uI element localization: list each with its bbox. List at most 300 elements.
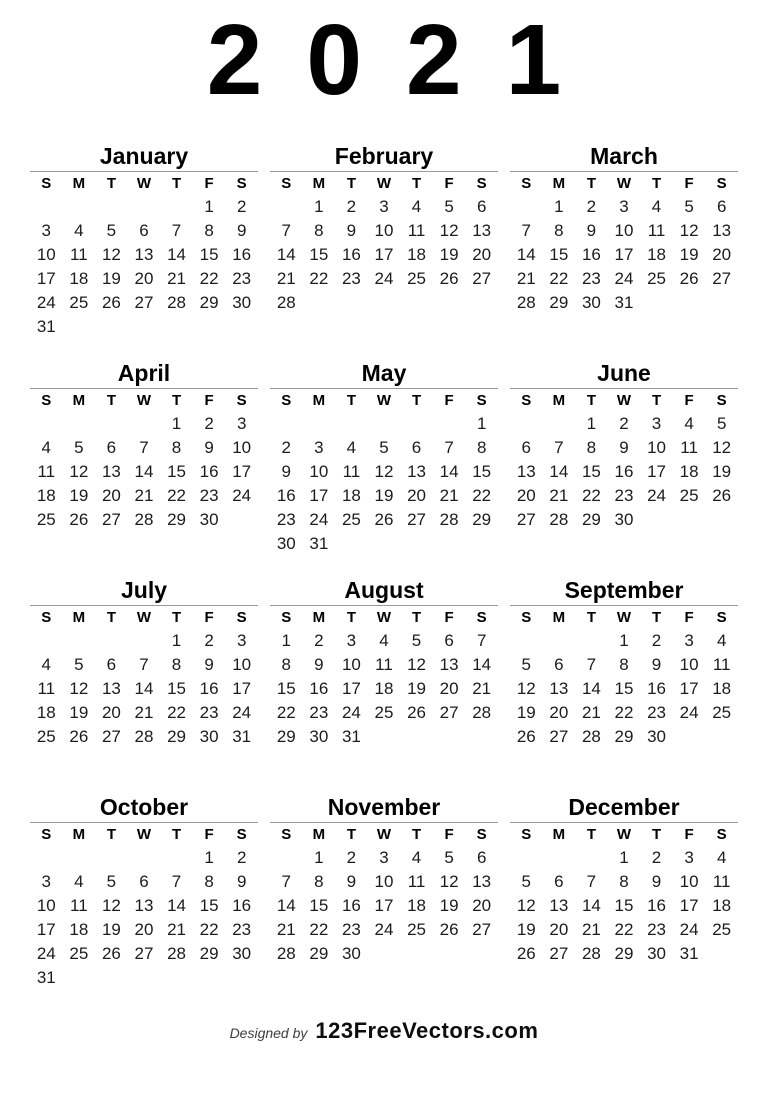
month-name: October (99, 794, 189, 820)
date-cell: 25 (374, 703, 394, 722)
empty-cell (543, 846, 576, 870)
week-row (270, 460, 498, 484)
weekday-header: S (521, 175, 532, 192)
date-cell: 15 (472, 462, 492, 481)
empty-cell (543, 412, 576, 436)
date-cell: 17 (374, 245, 394, 264)
week-row (510, 918, 738, 942)
empty-cell (400, 942, 433, 966)
week-row (510, 629, 738, 653)
empty-cell (673, 508, 706, 532)
date-cell: 19 (69, 703, 89, 722)
weekday-header: W (616, 609, 632, 626)
date-cell: 29 (199, 293, 219, 312)
month-block (30, 794, 258, 986)
date-cell: 27 (101, 727, 121, 746)
week-row (30, 725, 258, 749)
weekday-header: S (716, 175, 727, 192)
date-cell: 24 (341, 703, 361, 722)
date-cell: 22 (199, 269, 219, 288)
weekday-header: F (204, 175, 214, 192)
date-cell: 26 (69, 510, 89, 529)
date-cell: 6 (476, 197, 487, 216)
date-cell: 9 (651, 872, 662, 891)
weekday-header: F (684, 392, 694, 409)
weekday-header: T (651, 392, 662, 409)
empty-cell (465, 291, 498, 315)
weekday-header: T (586, 175, 596, 192)
date-cell: 23 (647, 703, 666, 722)
date-cell: 4 (346, 438, 357, 457)
date-cell: 26 (101, 944, 121, 963)
empty-cell (433, 412, 466, 436)
month-table (30, 823, 258, 986)
date-cell: 5 (444, 197, 454, 216)
date-cell: 5 (106, 221, 117, 240)
month-name: May (361, 360, 407, 386)
date-cell: 14 (134, 462, 154, 481)
date-cell: 23 (341, 920, 361, 939)
date-cell: 20 (439, 679, 459, 698)
week-row (270, 195, 498, 219)
date-cell: 2 (281, 438, 292, 457)
empty-cell (335, 532, 368, 552)
week-row (270, 219, 498, 243)
date-cell: 31 (614, 293, 634, 312)
date-cell: 14 (581, 679, 601, 698)
date-cell: 14 (581, 896, 601, 915)
date-cell: 13 (134, 896, 154, 915)
date-cell: 11 (37, 462, 56, 481)
empty-cell (368, 412, 401, 436)
date-cell: 25 (647, 269, 666, 288)
weekday-header: S (521, 826, 532, 843)
date-cell: 20 (134, 269, 154, 288)
empty-cell (705, 291, 738, 315)
date-cell: 29 (614, 944, 634, 963)
empty-cell (673, 291, 706, 315)
date-cell: 12 (69, 679, 89, 698)
date-cell: 22 (549, 269, 569, 288)
weekday-header: W (616, 826, 632, 843)
footer-credit (0, 1018, 768, 1044)
weekday-header-row (510, 172, 738, 195)
date-cell: 7 (171, 221, 182, 240)
weekday-header: M (72, 609, 86, 626)
weekday-header: T (346, 609, 356, 626)
date-cell: 8 (171, 438, 182, 457)
date-cell: 7 (586, 655, 597, 674)
date-cell: 24 (232, 486, 252, 505)
date-cell: 25 (407, 269, 426, 288)
month-table (510, 823, 738, 966)
month-name: September (564, 577, 684, 603)
date-cell: 4 (716, 631, 727, 650)
week-row (510, 942, 738, 966)
date-cell: 18 (69, 920, 89, 939)
date-cell: 1 (281, 631, 292, 650)
date-cell: 9 (619, 438, 629, 457)
date-cell: 13 (101, 679, 121, 698)
weekday-header: M (552, 609, 566, 626)
date-cell: 8 (204, 872, 214, 891)
weekday-header-row (30, 823, 258, 846)
date-cell: 21 (134, 486, 154, 505)
date-cell: 16 (341, 896, 361, 915)
weekday-header: M (72, 826, 86, 843)
date-cell: 18 (407, 896, 426, 915)
empty-cell (400, 532, 433, 552)
weekday-header: S (521, 392, 532, 409)
weekday-header: S (281, 826, 292, 843)
empty-cell (368, 291, 401, 315)
date-cell: 5 (716, 414, 727, 433)
date-cell: 26 (69, 727, 89, 746)
date-cell: 3 (41, 221, 52, 240)
date-cell: 25 (69, 944, 89, 963)
empty-cell (95, 315, 128, 335)
date-cell: 10 (614, 221, 634, 240)
month-block (30, 360, 258, 552)
date-cell: 8 (314, 872, 324, 891)
date-cell: 28 (167, 293, 186, 312)
date-cell: 1 (314, 848, 324, 867)
date-cell: 3 (619, 197, 629, 216)
date-cell: 15 (199, 896, 219, 915)
weekday-header: W (136, 175, 152, 192)
week-row (510, 291, 738, 315)
date-cell: 13 (516, 462, 536, 481)
date-cell: 27 (516, 510, 536, 529)
date-cell: 22 (581, 486, 601, 505)
date-cell: 8 (314, 221, 324, 240)
empty-cell (303, 412, 336, 436)
date-cell: 26 (407, 703, 426, 722)
weekday-header-row (270, 606, 498, 629)
date-cell: 14 (472, 655, 492, 674)
empty-cell (465, 725, 498, 749)
month-table (270, 172, 498, 315)
weekday-header: S (281, 392, 292, 409)
date-cell: 17 (679, 896, 699, 915)
month-table (30, 172, 258, 335)
date-cell: 12 (407, 655, 426, 674)
empty-cell (673, 725, 706, 749)
weekday-header: W (376, 175, 392, 192)
date-cell: 30 (581, 293, 601, 312)
date-cell: 3 (346, 631, 357, 650)
date-cell: 12 (374, 462, 394, 481)
date-cell: 2 (651, 848, 662, 867)
date-cell: 6 (476, 848, 487, 867)
date-cell: 12 (679, 221, 699, 240)
week-row (30, 966, 258, 986)
week-row (510, 460, 738, 484)
date-cell: 6 (444, 631, 454, 650)
date-cell: 20 (472, 896, 492, 915)
date-cell: 14 (276, 896, 296, 915)
empty-cell (510, 195, 543, 219)
date-cell: 24 (374, 920, 394, 939)
week-row (510, 677, 738, 701)
date-cell: 19 (101, 920, 121, 939)
date-cell: 11 (712, 872, 731, 891)
empty-cell (225, 966, 258, 986)
week-row (270, 532, 498, 552)
date-cell: 27 (439, 703, 459, 722)
date-cell: 19 (679, 245, 699, 264)
date-cell: 17 (309, 486, 329, 505)
date-cell: 23 (647, 920, 666, 939)
date-cell: 10 (679, 655, 699, 674)
date-cell: 25 (36, 510, 56, 529)
date-cell: 13 (134, 245, 154, 264)
date-cell: 19 (712, 462, 732, 481)
date-cell: 15 (199, 245, 219, 264)
weekday-header: S (281, 175, 292, 192)
month-block (510, 143, 738, 335)
weekday-header: T (106, 175, 116, 192)
empty-cell (510, 412, 543, 436)
week-row (30, 436, 258, 460)
date-cell: 29 (581, 510, 601, 529)
date-cell: 18 (341, 486, 361, 505)
month-name: January (99, 143, 189, 169)
date-cell: 25 (36, 727, 56, 746)
date-cell: 30 (199, 510, 219, 529)
date-cell: 26 (516, 727, 536, 746)
date-cell: 4 (379, 631, 389, 650)
date-cell: 28 (276, 944, 296, 963)
date-cell: 26 (516, 944, 536, 963)
weekday-header: T (346, 826, 356, 843)
weekday-header: F (684, 175, 694, 192)
date-cell: 11 (712, 655, 731, 674)
date-cell: 20 (516, 486, 536, 505)
date-cell: 9 (346, 872, 357, 891)
weekday-header: T (651, 826, 662, 843)
empty-cell (270, 846, 303, 870)
weekday-header: T (346, 392, 356, 409)
empty-cell (465, 532, 498, 552)
weekday-header: F (684, 609, 694, 626)
week-row (30, 508, 258, 532)
weekday-header: T (171, 392, 182, 409)
week-row (270, 870, 498, 894)
date-cell: 15 (167, 462, 186, 481)
date-cell: 12 (516, 896, 536, 915)
weekday-header-row (270, 389, 498, 412)
weekday-header: T (411, 609, 422, 626)
empty-cell (128, 195, 161, 219)
weekday-header: T (586, 609, 596, 626)
weekday-header: W (616, 392, 632, 409)
weekday-header-row (30, 606, 258, 629)
date-cell: 16 (581, 245, 601, 264)
empty-cell (433, 291, 466, 315)
weekday-header: M (552, 826, 566, 843)
date-cell: 10 (36, 896, 56, 915)
date-cell: 23 (309, 703, 329, 722)
weekday-header: T (586, 826, 596, 843)
date-cell: 3 (41, 872, 52, 891)
empty-cell (543, 629, 576, 653)
date-cell: 16 (199, 462, 219, 481)
date-cell: 21 (134, 703, 154, 722)
month-table (270, 606, 498, 749)
week-row (270, 412, 498, 436)
date-cell: 26 (439, 269, 459, 288)
date-cell: 17 (647, 462, 666, 481)
date-cell: 29 (276, 727, 296, 746)
month-table (30, 606, 258, 749)
date-cell: 9 (236, 221, 247, 240)
date-cell: 1 (314, 197, 324, 216)
date-cell: 13 (549, 896, 569, 915)
date-cell: 5 (684, 197, 694, 216)
date-cell: 25 (341, 510, 361, 529)
date-cell: 7 (586, 872, 597, 891)
date-cell: 22 (309, 269, 329, 288)
date-cell: 19 (69, 486, 89, 505)
date-cell: 13 (712, 221, 732, 240)
date-cell: 28 (439, 510, 459, 529)
date-cell: 15 (309, 245, 329, 264)
empty-cell (640, 291, 673, 315)
date-cell: 20 (101, 486, 121, 505)
weekday-header: W (376, 609, 392, 626)
date-cell: 27 (472, 920, 492, 939)
date-cell: 15 (276, 679, 296, 698)
date-cell: 27 (549, 727, 569, 746)
date-cell: 7 (139, 655, 149, 674)
date-cell: 23 (232, 920, 252, 939)
date-cell: 16 (276, 486, 296, 505)
date-cell: 17 (232, 462, 252, 481)
date-cell: 12 (516, 679, 536, 698)
date-cell: 6 (554, 655, 564, 674)
weekday-header-row (30, 389, 258, 412)
month-table (270, 389, 498, 552)
date-cell: 8 (619, 872, 629, 891)
date-cell: 1 (586, 414, 597, 433)
date-cell: 17 (36, 920, 56, 939)
week-row (270, 918, 498, 942)
week-row (510, 219, 738, 243)
empty-cell (30, 412, 63, 436)
date-cell: 21 (276, 269, 296, 288)
weekday-header: S (236, 392, 247, 409)
date-cell: 3 (684, 631, 694, 650)
date-cell: 18 (69, 269, 89, 288)
empty-cell (400, 725, 433, 749)
month-table (510, 389, 738, 532)
weekday-header: S (236, 609, 247, 626)
date-cell: 16 (232, 896, 252, 915)
weekday-header: T (411, 392, 422, 409)
empty-cell (193, 315, 226, 335)
empty-cell (433, 725, 466, 749)
weekday-header: S (41, 175, 52, 192)
empty-cell (575, 629, 608, 653)
empty-cell (400, 291, 433, 315)
date-cell: 25 (679, 486, 699, 505)
date-cell: 19 (439, 896, 459, 915)
weekday-header: W (376, 826, 392, 843)
date-cell: 14 (167, 245, 186, 264)
date-cell: 8 (171, 655, 182, 674)
date-cell: 5 (74, 438, 84, 457)
date-cell: 18 (36, 486, 56, 505)
date-cell: 24 (232, 703, 252, 722)
date-cell: 2 (346, 848, 357, 867)
weekday-header: S (476, 392, 487, 409)
date-cell: 2 (619, 414, 629, 433)
empty-cell (63, 846, 96, 870)
date-cell: 13 (407, 462, 426, 481)
date-cell: 26 (712, 486, 732, 505)
date-cell: 7 (171, 872, 182, 891)
date-cell: 21 (516, 269, 536, 288)
empty-cell (368, 532, 401, 552)
date-cell: 28 (549, 510, 569, 529)
date-cell: 29 (167, 510, 186, 529)
month-name: July (120, 577, 168, 603)
date-cell: 15 (549, 245, 569, 264)
weekday-header: M (312, 392, 326, 409)
month-name: June (597, 360, 651, 386)
weekday-header: F (444, 826, 454, 843)
week-row (510, 846, 738, 870)
date-cell: 16 (647, 679, 666, 698)
date-cell: 5 (106, 872, 117, 891)
weekday-header: F (204, 392, 214, 409)
date-cell: 24 (647, 486, 666, 505)
date-cell: 28 (516, 293, 536, 312)
weekday-header-row (30, 172, 258, 195)
date-cell: 11 (375, 655, 393, 674)
date-cell: 9 (314, 655, 324, 674)
week-row (270, 508, 498, 532)
date-cell: 11 (407, 872, 426, 891)
empty-cell (95, 846, 128, 870)
date-cell: 7 (281, 221, 292, 240)
date-cell: 28 (581, 727, 601, 746)
date-cell: 1 (554, 197, 564, 216)
date-cell: 10 (341, 655, 361, 674)
weekday-header: S (521, 609, 532, 626)
empty-cell (368, 942, 401, 966)
week-row (30, 219, 258, 243)
empty-cell (63, 629, 96, 653)
date-cell: 6 (139, 872, 149, 891)
empty-cell (160, 966, 193, 986)
date-cell: 2 (586, 197, 597, 216)
weekday-header: W (136, 392, 152, 409)
date-cell: 17 (36, 269, 56, 288)
empty-cell (95, 966, 128, 986)
credit-prefix: Designed by (229, 1025, 308, 1041)
empty-cell (95, 412, 128, 436)
date-cell: 31 (36, 968, 56, 986)
date-cell: 25 (712, 920, 732, 939)
date-cell: 30 (309, 727, 329, 746)
date-cell: 16 (647, 896, 666, 915)
empty-cell (63, 966, 96, 986)
empty-cell (63, 195, 96, 219)
date-cell: 21 (276, 920, 296, 939)
weekday-header: S (476, 826, 487, 843)
